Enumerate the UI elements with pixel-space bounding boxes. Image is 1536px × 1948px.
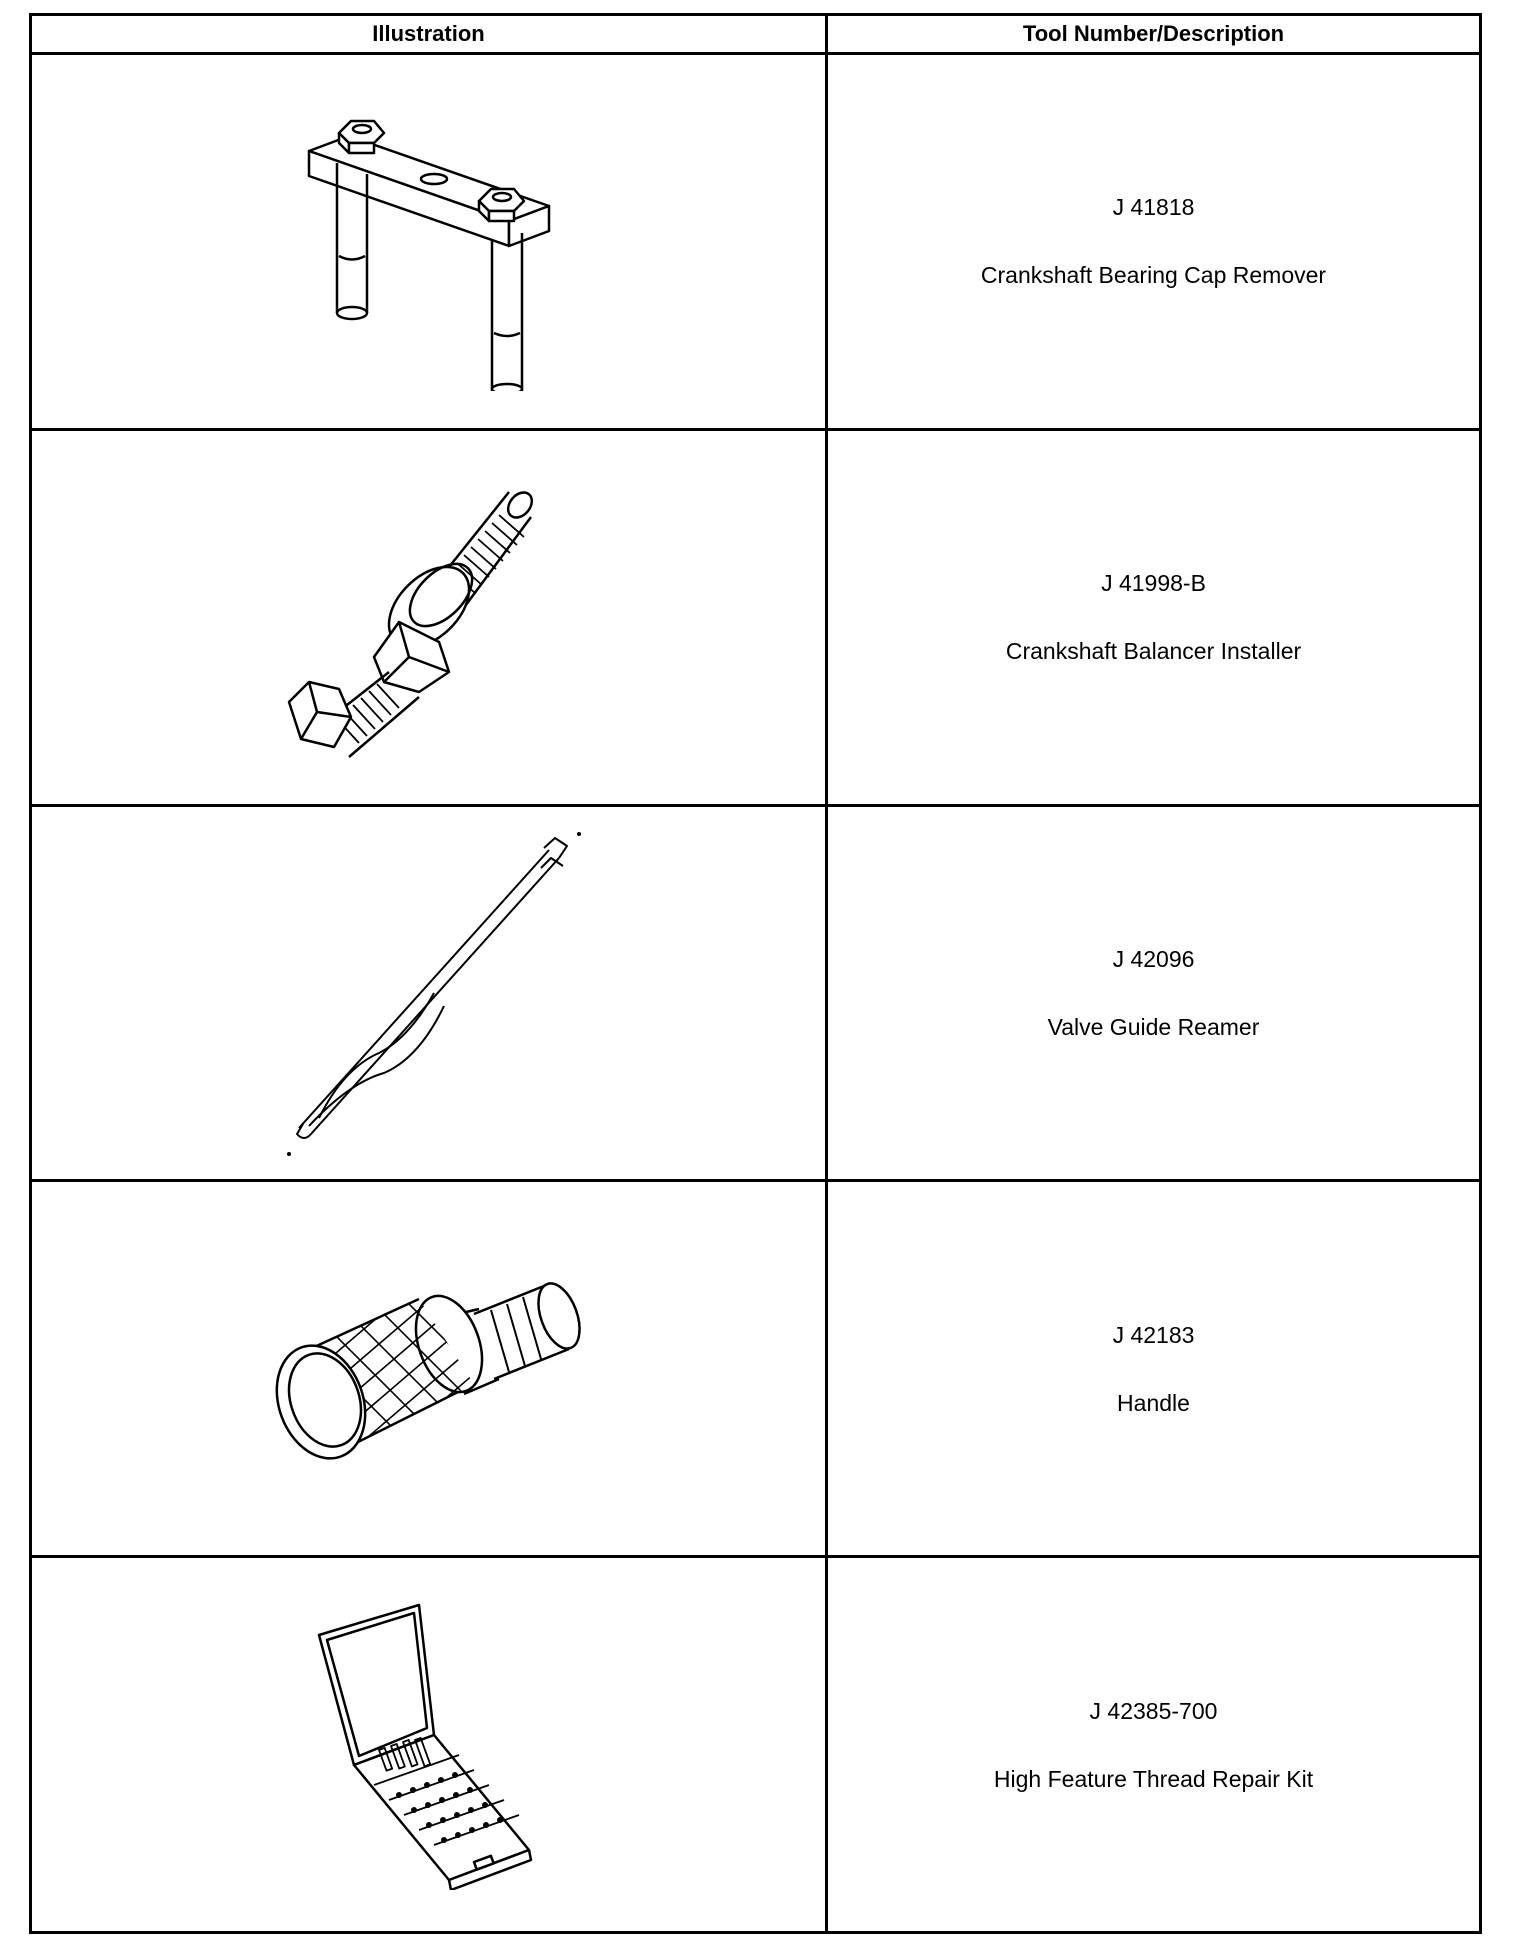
tool-description: Crankshaft Balancer Installer xyxy=(1005,638,1302,665)
bearing-cap-remover-icon xyxy=(279,91,579,391)
illustration-cell xyxy=(31,429,827,805)
tool-description-cell xyxy=(827,1181,1481,1557)
table-row xyxy=(31,1557,1481,1933)
tool-description: Crankshaft Bearing Cap Remover xyxy=(980,262,1327,289)
table-header-row xyxy=(31,15,1481,54)
tool-number: J 42385-700 xyxy=(1089,1697,1218,1724)
tool-description-cell xyxy=(827,805,1481,1181)
illustration-cell xyxy=(31,805,827,1181)
valve-guide-reamer-icon xyxy=(259,828,599,1158)
table-row xyxy=(31,429,1481,805)
table-row xyxy=(31,805,1481,1181)
balancer-installer-icon xyxy=(279,467,579,767)
thread-repair-kit-icon xyxy=(309,1600,549,1890)
tool-description: High Feature Thread Repair Kit xyxy=(993,1765,1314,1792)
illustration-cell xyxy=(31,1557,827,1933)
illustration-cell xyxy=(31,1181,827,1557)
tool-table xyxy=(29,13,1482,1934)
tool-description-cell xyxy=(827,1557,1481,1933)
tool-description-cell xyxy=(827,54,1481,430)
tool-description: Valve Guide Reamer xyxy=(1047,1013,1260,1040)
tool-number: J 42183 xyxy=(1112,1321,1195,1348)
header-tool-number-description: Tool Number/Description xyxy=(827,15,1481,54)
tool-number: J 41998-B xyxy=(1101,570,1206,597)
tool-description-cell xyxy=(827,429,1481,805)
tool-description: Handle xyxy=(1117,1389,1190,1416)
table-row xyxy=(31,54,1481,430)
tool-number: J 41818 xyxy=(1112,194,1195,221)
illustration-cell xyxy=(31,54,827,430)
header-illustration: Illustration xyxy=(31,15,827,54)
knurled-handle-icon xyxy=(259,1254,599,1484)
table-row xyxy=(31,1181,1481,1557)
tool-number: J 42096 xyxy=(1112,945,1195,972)
